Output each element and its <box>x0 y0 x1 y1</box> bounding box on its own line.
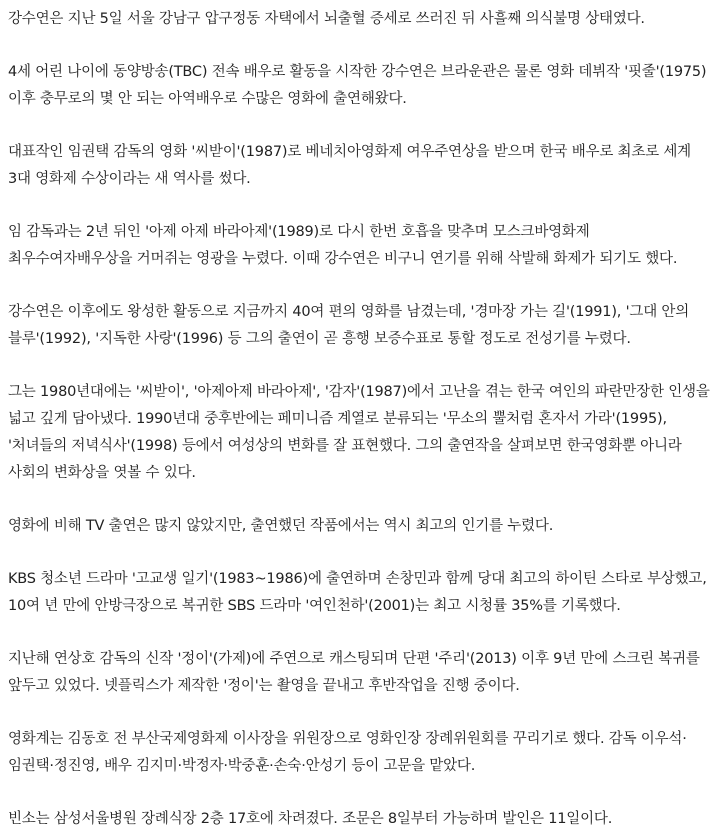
article-paragraph: KBS 청소년 드라마 '고교생 일기'(1983~1986)에 출연하며 손창민과 함께 당대 최고의 하이틴 스타로 부상했고, 10여 년 만에 안방극장으로 복귀한 SBS 드라마 '여인천하'(2001)는 최고 시청률 35%를 기록했다. <box>8 571 707 614</box>
article-paragraph: 영화에 비해 TV 출연은 많지 않았지만, 출연했던 작품에서는 역시 최고의 인기를 누렸다. <box>8 518 554 534</box>
article-paragraph: 빈소는 삼성서울병원 장례식장 2층 17호에 차려졌다. 조문은 8일부터 가능하며 발인은 11일이다. <box>8 811 613 827</box>
article-paragraph: 임 감독과는 2년 뒤인 '아제 아제 바라아제'(1989)로 다시 한번 호흡을 맞추며 모스크바영화제 최우수여자배우상을 거머쥐는 영광을 누렸다. 이때 강수연은 비구니 연기를 위해 삭발해 화제가 되기도 했다. <box>8 224 678 267</box>
article-paragraph: 영화계는 김동호 전 부산국제영화제 이사장을 위원장으로 영화인장 장례위원회를 꾸리기로 했다. 감독 이우석·임권택·정진영, 배우 김지미·박정자·박중훈·손숙·안성기 등이 고문을 맡았다. <box>8 731 687 774</box>
article-paragraph: 4세 어린 나이에 동양방송(TBC) 전속 배우로 활동을 시작한 강수연은 브라운관은 물론 영화 데뷔작 '핏줄'(1975) 이후 충무로의 몇 안 되는 아역배우로 수많은 영화에 출연해왔다. <box>8 64 707 107</box>
article-paragraph: 강수연은 지난 5일 서울 강남구 압구정동 자택에서 뇌출혈 증세로 쓰러진 뒤 사흘째 의식불명 상태였다. <box>8 11 645 27</box>
article-paragraph: 그는 1980년대에는 '씨받이', '아제아제 바라아제', '감자'(1987)에서 고난을 겪는 한국 여인의 파란만장한 인생을 넓고 깊게 담아냈다. 1990년대 중후반에는 페미니즘 계열로 분류되는 '무소의 뿔처럼 혼자서 가라'(1995), '처녀들의 저녁식사'(1998) 등에서 여성상의 변화를 잘 표현했다. 그의 출연작을 살펴보면 한국영화뿐 아니라 사회의 변화상을 엿볼 수 있다. <box>8 384 710 481</box>
article-paragraph: 지난해 연상호 감독의 신작 '정이'(가제)에 주연으로 캐스팅되며 단편 '주리'(2013) 이후 9년 만에 스크린 복귀를 앞두고 있었다. 넷플릭스가 제작한 '정이'는 촬영을 끝내고 후반작업을 진행 중이다. <box>8 651 700 694</box>
article-paragraph: 대표작인 임권택 감독의 영화 '씨받이'(1987)로 베네치아영화제 여우주연상을 받으며 한국 배우로 최초로 세계 3대 영화제 수상이라는 새 역사를 썼다. <box>8 144 691 187</box>
article-paragraph: 강수연은 이후에도 왕성한 활동으로 지금까지 40여 편의 영화를 남겼는데, '경마장 가는 길'(1991), '그대 안의 블루'(1992), '지독한 사랑'(1996) 등 그의 출연이 곧 흥행 보증수표로 통할 정도로 전성기를 누렸다. <box>8 304 690 347</box>
